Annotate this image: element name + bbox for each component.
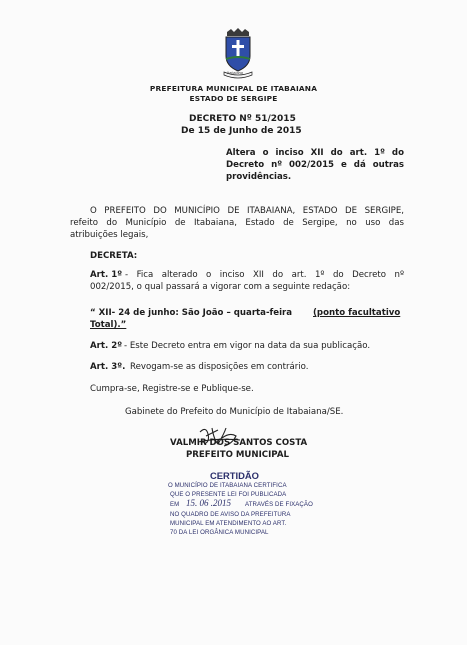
art3-text: Revogam-se as disposições em contrário.: [130, 362, 309, 372]
certidao-line-4: NO QUADRO DE AVISO DA PREFEITURA: [170, 511, 291, 518]
crest-ribbon-text: Itabaiana: [227, 71, 243, 75]
certidao-line-6: 70 DA LEI ORGÂNICA MUNICIPAL: [170, 529, 269, 536]
art2-label: Art. 2º: [90, 341, 123, 351]
certidao-title: CERTIDÃO: [210, 470, 259, 481]
certidao-line-1: O MUNICÍPIO DE ITABAIANA CERTIFICA: [168, 482, 287, 489]
preamble-line-3: atribuições legais,: [70, 230, 149, 240]
decree-date: De 15 de Junho de 2015: [181, 126, 302, 136]
certidao-line-3-prefix: EM: [170, 501, 180, 508]
certidao-line-2: QUE O PRESENTE LEI FOI PUBLICADA: [170, 491, 287, 498]
summary-line-2: Decreto nº 002/2015 e dá outras: [226, 160, 404, 170]
art1-line-2: 002/2015, o qual passará a vigorar com a seguinte redação:: [90, 282, 351, 292]
preamble-line-1: O PREFEITO DO MUNICÍPIO DE ITABAIANA, ESTADO DE SERGIPE,: [90, 206, 404, 216]
certidao-line-5: MUNICIPAL EM ATENDIMENTO AO ART.: [170, 520, 287, 527]
certidao-line-3-suffix: ATRAVÉS DE FIXAÇÃO: [245, 501, 313, 508]
certidao-line-3-date: 15. 06 .2015: [186, 498, 231, 508]
decreta-heading: DECRETA:: [90, 251, 138, 261]
summary-line-1: Altera o inciso XII do art. 1º do: [226, 148, 404, 158]
cabinet-line: Gabinete do Prefeito do Município de Itabaiana/SE.: [125, 407, 344, 417]
signatory-name: VALMIR DOS SANTOS COSTA: [170, 438, 308, 448]
art2-text: - Este Decreto entra em vigor na data da sua publicação.: [124, 341, 371, 351]
art1-line-1: - Fica alterado o inciso XII do art. 1º do Decreto nº: [125, 270, 404, 280]
summary-line-3: providências.: [226, 172, 292, 182]
decree-number: DECRETO Nº 51/2015: [189, 114, 296, 124]
closing-line: Cumpra-se, Registre-se e Publique-se.: [90, 384, 254, 394]
preamble-line-2: refeito do Município de Itabaiana, Estado de Sergipe, no uso das: [70, 218, 404, 228]
art1-quote-line-2: Total).”: [90, 320, 127, 330]
header-line-2: ESTADO DE SERGIPE: [189, 94, 278, 103]
art1-quote: “ XII- 24 de junho: São João – quarta-feira: [90, 308, 293, 318]
art1-quote-underlined: (ponto facultativo: [313, 308, 401, 318]
art3-label: Art. 3º.: [90, 362, 126, 372]
header-line-1: PREFEITURA MUNICIPAL DE ITABAIANA: [149, 84, 318, 93]
art1-label: Art. 1º: [90, 270, 123, 280]
signatory-role: PREFEITO MUNICIPAL: [186, 450, 289, 460]
